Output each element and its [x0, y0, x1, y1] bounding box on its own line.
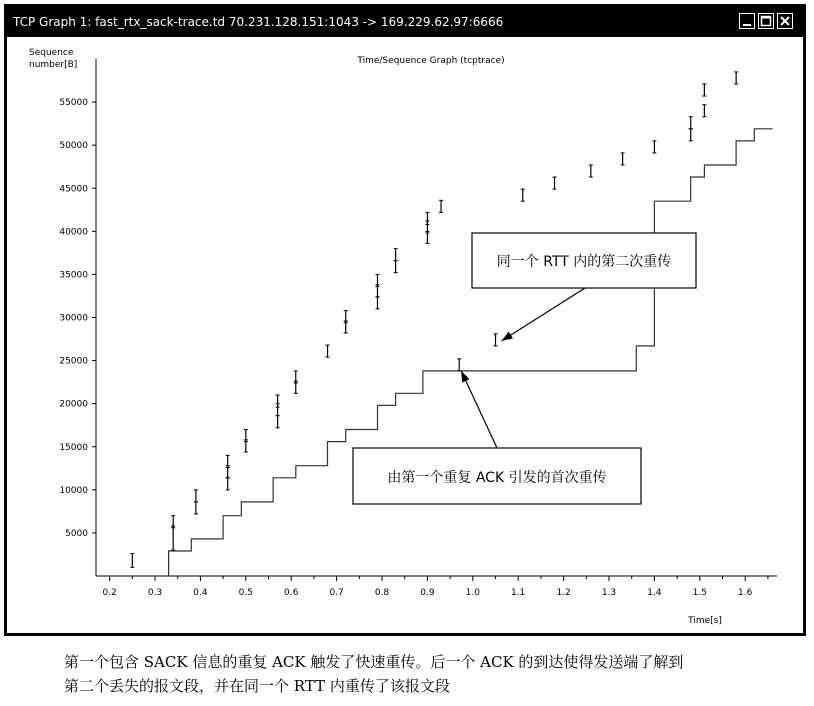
x-ticks: [102, 576, 767, 598]
segment-mark: [394, 249, 398, 261]
annotation-arrowhead-first-retransmit: [461, 371, 469, 383]
segment-mark: [702, 84, 706, 96]
annotation-arrow-second-retransmit: [502, 288, 585, 341]
segment-mark: [689, 117, 693, 129]
y-tick-label: 55000: [59, 98, 88, 109]
x-tick-label: 0.7: [329, 588, 344, 598]
minimize-icon[interactable]: [739, 13, 755, 29]
window-titlebar[interactable]: [7, 7, 803, 37]
segment-mark: [171, 526, 175, 550]
y-tick-label: 15000: [59, 442, 88, 453]
chart-title: Time/Sequence Graph (tcptrace): [357, 56, 505, 66]
x-tick-label: 0.8: [374, 588, 390, 598]
ack-line: [96, 129, 773, 576]
segment-mark: [734, 72, 738, 84]
x-tick-label: 1.1: [511, 588, 526, 598]
y-tick-label: 50000: [59, 141, 88, 152]
annotation-text-first-retransmit: 由第一个重复 ACK 引发的首次重传: [387, 470, 607, 486]
segment-mark: [425, 212, 429, 224]
x-tick-label: 0.2: [102, 588, 117, 598]
annotation-arrowhead-second-retransmit: [502, 332, 513, 341]
annotation-arrow-first-retransmit: [461, 371, 497, 448]
x-tick-label: 1.2: [556, 588, 571, 598]
y-tick-label: 20000: [59, 399, 88, 410]
y-tick-label: 30000: [59, 313, 88, 324]
segment-mark: [375, 297, 379, 309]
segment-mark: [521, 189, 525, 201]
segment-mark: [494, 334, 498, 346]
y-tick-label: 25000: [59, 356, 88, 367]
segment-mark: [589, 165, 593, 177]
segment-mark: [652, 141, 656, 153]
segment-mark: [226, 478, 230, 490]
y-tick-label: 5000: [65, 528, 88, 539]
maximize-icon[interactable]: [758, 13, 774, 29]
segment-mark: [702, 105, 706, 117]
segment-mark: [194, 490, 198, 502]
segment-mark: [276, 395, 280, 407]
tcp-graph-window: [4, 4, 806, 636]
segment-mark: [439, 200, 443, 212]
segment-mark: [689, 129, 693, 141]
segment-mark: [553, 177, 557, 189]
figure-caption: [64, 650, 814, 698]
x-tick-label: 0.3: [147, 588, 163, 598]
x-tick-label: 1.0: [465, 588, 480, 598]
y-tick-label: 40000: [59, 227, 88, 238]
y-tick-label: 10000: [59, 485, 88, 496]
y-axis-label-line1: Sequence: [29, 48, 74, 58]
time-sequence-graph[interactable]: [7, 37, 803, 633]
caption-line-1: 第一个包含 SACK 信息的重复 ACK 触发了快速重传。后一个 ACK 的到达使得发送端了解到: [64, 653, 684, 671]
segment-mark: [276, 416, 280, 428]
x-tick-label: 1.4: [647, 588, 662, 598]
x-axis-label: Time[s]: [688, 616, 722, 626]
window-title: TCP Graph 1: fast_rtx_sack-trace.td 70.231.128.151:1043 -> 169.229.62.97:6666: [13, 15, 504, 29]
segment-mark: [194, 502, 198, 514]
y-axis-label-line2: number[B]: [29, 60, 78, 70]
x-tick-label: 0.4: [193, 588, 208, 598]
close-icon[interactable]: [777, 13, 793, 29]
segment-mark: [621, 153, 625, 165]
x-tick-label: 1.6: [738, 588, 753, 598]
segment-mark: [457, 359, 461, 371]
segment-mark: [326, 345, 330, 357]
y-tick-label: 45000: [59, 184, 88, 195]
segment-mark: [394, 261, 398, 273]
y-ticks: [59, 98, 96, 539]
x-tick-label: 1.5: [692, 588, 707, 598]
y-tick-label: 35000: [59, 270, 88, 281]
x-tick-label: 1.3: [601, 588, 617, 598]
x-tick-label: 0.9: [420, 588, 435, 598]
annotation-text-second-retransmit: 同一个 RTT 内的第二次重传: [496, 254, 672, 270]
x-tick-label: 0.6: [284, 588, 299, 598]
caption-line-2: 第二个丢失的报文段，并在同一个 RTT 内重传了该报文段: [64, 677, 450, 695]
x-tick-label: 0.5: [238, 588, 253, 598]
segment-mark: [130, 554, 134, 568]
